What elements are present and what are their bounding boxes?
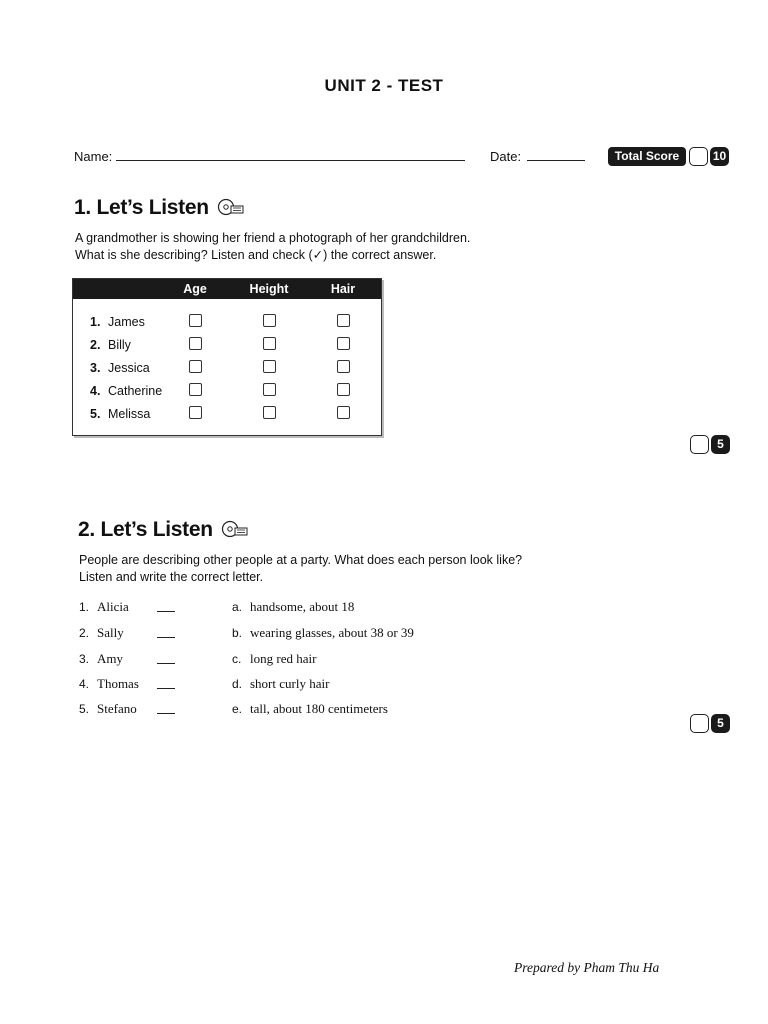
age-checkbox[interactable] [189, 406, 202, 419]
row-name: Billy [108, 338, 131, 352]
option-item [232, 651, 316, 667]
answer-blank[interactable] [157, 611, 175, 612]
list-item [79, 625, 124, 641]
total-score-box[interactable] [689, 147, 708, 166]
option-text: short curly hair [250, 676, 330, 691]
section1-heading: 1. Let’s Listen [74, 196, 209, 219]
section1-instructions-2: What is she describing? Listen and check (✓) the correct answer. [75, 248, 437, 262]
section2-heading: 2. Let’s Listen [78, 518, 213, 541]
height-checkbox[interactable] [263, 314, 276, 327]
section1-score-max: 5 [711, 435, 730, 454]
row-name: Melissa [108, 407, 151, 421]
item-number: 5. [79, 702, 90, 716]
item-number: 2. [79, 626, 90, 640]
list-item [79, 676, 139, 692]
table-row [90, 315, 145, 329]
section2-score-max: 5 [711, 714, 730, 733]
cd-audio-icon [217, 198, 245, 221]
row-name: Catherine [108, 384, 163, 398]
answer-blank[interactable] [157, 688, 175, 689]
answer-blank[interactable] [157, 663, 175, 664]
name-label: Name: [74, 149, 113, 164]
section1-score-box[interactable] [690, 435, 709, 454]
person-name: Alicia [97, 599, 129, 614]
section1-instructions-1: A grandmother is showing her friend a photograph of her grandchildren. [75, 231, 471, 245]
section2-instructions-1: People are describing other people at a party. What does each person look like? [79, 553, 523, 567]
option-item [232, 676, 329, 692]
option-letter: d. [232, 677, 243, 691]
height-checkbox[interactable] [263, 337, 276, 350]
section1-table [72, 278, 382, 436]
row-number: 1. [90, 315, 101, 329]
date-label: Date: [490, 149, 522, 164]
list-item [79, 599, 129, 615]
cd-audio-icon [221, 520, 249, 543]
person-name: Stefano [97, 701, 137, 716]
hair-checkbox[interactable] [337, 337, 350, 350]
item-number: 4. [79, 677, 90, 691]
row-number: 2. [90, 338, 101, 352]
option-letter: c. [232, 652, 242, 666]
answer-blank[interactable] [157, 713, 175, 714]
list-item [79, 701, 137, 717]
option-text: wearing glasses, about 38 or 39 [250, 625, 414, 640]
height-checkbox[interactable] [263, 406, 276, 419]
answer-blank[interactable] [157, 637, 175, 638]
option-text: handsome, about 18 [250, 599, 355, 614]
person-name: Amy [97, 651, 123, 666]
prepared-by-footer: Prepared by Pham Thu Ha [514, 960, 660, 975]
row-number: 5. [90, 407, 101, 421]
section2-instructions-2: Listen and write the correct letter. [79, 570, 264, 584]
list-item [79, 651, 123, 667]
option-text: tall, about 180 centimeters [250, 701, 388, 716]
person-name: Sally [97, 625, 124, 640]
option-item [232, 701, 388, 717]
name-field[interactable] [116, 160, 465, 161]
column-header-age: Age [183, 282, 207, 296]
option-letter: b. [232, 626, 243, 640]
age-checkbox[interactable] [189, 337, 202, 350]
option-item [232, 625, 414, 641]
row-number: 4. [90, 384, 101, 398]
option-item [232, 599, 354, 615]
column-header-hair: Hair [330, 282, 356, 296]
table-row [90, 361, 150, 375]
option-letter: a. [232, 600, 243, 614]
table-row [90, 384, 162, 398]
section1-heading-wrap [74, 196, 245, 221]
option-letter: e. [232, 702, 243, 716]
height-checkbox[interactable] [263, 383, 276, 396]
height-checkbox[interactable] [263, 360, 276, 373]
table-row [90, 407, 150, 421]
total-score-max: 10 [710, 147, 729, 166]
hair-checkbox[interactable] [337, 314, 350, 327]
age-checkbox[interactable] [189, 314, 202, 327]
section2-heading-wrap [78, 518, 249, 543]
person-name: Thomas [97, 676, 139, 691]
total-score-badge: Total Score [608, 147, 686, 166]
hair-checkbox[interactable] [337, 383, 350, 396]
age-checkbox[interactable] [189, 360, 202, 373]
item-number: 1. [79, 600, 90, 614]
date-field[interactable] [527, 160, 585, 161]
age-checkbox[interactable] [189, 383, 202, 396]
item-number: 3. [79, 652, 90, 666]
row-number: 3. [90, 361, 101, 375]
hair-checkbox[interactable] [337, 360, 350, 373]
row-name: Jessica [108, 361, 150, 375]
hair-checkbox[interactable] [337, 406, 350, 419]
table-row [90, 338, 131, 352]
column-header-height: Height [249, 282, 289, 296]
row-name: James [108, 315, 145, 329]
page-title: UNIT 2 - TEST [324, 76, 444, 95]
section2-score-box[interactable] [690, 714, 709, 733]
option-text: long red hair [250, 651, 317, 666]
table-header [73, 279, 381, 299]
